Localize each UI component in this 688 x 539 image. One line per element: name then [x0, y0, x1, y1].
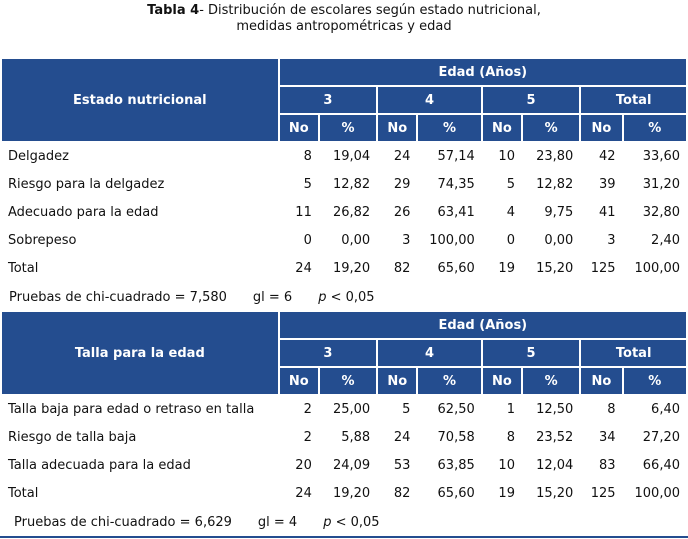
cell: 24: [295, 260, 312, 276]
cell: 0,00: [544, 232, 574, 248]
table-row: [2, 227, 686, 253]
cell: 82: [393, 260, 411, 276]
cell: 33,60: [642, 148, 680, 164]
cell: 100,00: [429, 232, 475, 248]
cell: 9,75: [544, 204, 574, 220]
bottom-rule: [0, 536, 688, 538]
cell: 19: [498, 260, 515, 276]
cell: 10: [498, 457, 515, 473]
row-label: Total: [8, 485, 39, 501]
cell: 34: [598, 429, 616, 445]
cell: 8: [506, 429, 515, 445]
cell: 23,80: [536, 148, 574, 164]
row-label: Talla adecuada para la edad: [8, 457, 191, 473]
sub-header-no: No: [581, 368, 621, 394]
sub-header-no: No: [483, 115, 521, 141]
row-label: Delgadez: [8, 148, 69, 164]
cell: 0: [303, 232, 312, 248]
cell: 83: [598, 457, 616, 473]
cell: 8: [607, 401, 616, 417]
cell: 19,20: [332, 260, 371, 276]
p-symbol: p: [323, 515, 332, 530]
cell: 23,52: [536, 429, 574, 445]
cell: 125: [590, 485, 616, 501]
cell: 74,35: [437, 176, 475, 192]
cell: 25,00: [332, 401, 371, 417]
table-height-for-age: [0, 310, 688, 508]
row-label: Riesgo para la delgadez: [8, 176, 165, 192]
table-row: [2, 199, 686, 225]
cell: 3: [607, 232, 616, 248]
row-label: Sobrepeso: [8, 232, 77, 248]
cell: 10: [498, 148, 515, 164]
cell: 5,88: [341, 429, 371, 445]
cell: 24,09: [332, 457, 371, 473]
chi-square-note-1: [9, 290, 375, 305]
table-row-total: [2, 255, 686, 281]
cell: 26: [393, 204, 411, 220]
cell: 19,04: [332, 148, 371, 164]
cell: 5: [402, 401, 411, 417]
cell: 12,82: [332, 176, 371, 192]
cell: 19,20: [332, 485, 371, 501]
cell: 63,85: [437, 457, 475, 473]
cell: 2: [303, 401, 312, 417]
cell: 100,00: [634, 260, 680, 276]
table-row: [2, 171, 686, 197]
cell: 82: [393, 485, 411, 501]
sub-header-pct: %: [523, 115, 579, 141]
degrees-of-freedom: gl = 6: [252, 290, 293, 305]
sub-header-pct: %: [418, 115, 480, 141]
age-group-4: 4: [378, 340, 481, 366]
cell: 5: [303, 176, 312, 192]
age-group-3: 3: [280, 87, 377, 113]
age-group-5: 5: [483, 87, 580, 113]
sub-header-no: No: [378, 115, 416, 141]
cell: 100,00: [634, 485, 680, 501]
cell: 65,60: [437, 260, 475, 276]
chi-square-note-2: [14, 515, 380, 530]
table-nutritional-status: [0, 57, 688, 283]
sub-header-no: No: [280, 368, 318, 394]
cell: 15,20: [536, 260, 574, 276]
table-row-total: [2, 480, 686, 506]
age-group-5: 5: [483, 340, 580, 366]
sub-header-no: No: [483, 368, 521, 394]
sub-header-no: No: [280, 115, 318, 141]
chi-square-value: Pruebas de chi-cuadrado = 7,580: [9, 290, 227, 305]
cell: 5: [506, 176, 515, 192]
cell: 2,40: [651, 232, 680, 248]
cell: 4: [506, 204, 515, 220]
cell: 27,20: [642, 429, 680, 445]
cell: 2: [303, 429, 312, 445]
age-group-total: Total: [581, 87, 686, 113]
cell: 42: [598, 148, 616, 164]
table-row: [2, 143, 686, 169]
cell: 26,82: [332, 204, 371, 220]
row-label: Adecuado para la edad: [8, 204, 159, 220]
chi-square-value: Pruebas de chi-cuadrado = 6,629: [14, 515, 232, 530]
cell: 125: [590, 260, 616, 276]
cell: 24: [393, 148, 411, 164]
sub-header-pct: %: [523, 368, 579, 394]
age-group-total: Total: [581, 340, 686, 366]
p-value: < 0,05: [326, 290, 375, 305]
cell: 12,04: [536, 457, 574, 473]
sub-header-pct: %: [624, 115, 686, 141]
cell: 53: [393, 457, 411, 473]
cell: 11: [295, 204, 312, 220]
caption-line-2: medidas antropométricas y edad: [236, 19, 452, 34]
caption-line-1: [0, 3, 688, 19]
cell: 70,58: [437, 429, 475, 445]
age-header: Edad (Años): [280, 59, 686, 85]
table2-title: Talla para la edad: [2, 312, 278, 394]
cell: 6,40: [651, 401, 680, 417]
sub-header-pct: %: [320, 368, 376, 394]
sub-header-no: No: [378, 368, 416, 394]
age-group-3: 3: [280, 340, 377, 366]
p-value: < 0,05: [331, 515, 380, 530]
row-label: Total: [8, 260, 39, 276]
row-label: Riesgo de talla baja: [8, 429, 137, 445]
sub-header-pct: %: [624, 368, 686, 394]
p-symbol: p: [318, 290, 327, 305]
age-group-4: 4: [378, 87, 481, 113]
sub-header-pct: %: [320, 115, 376, 141]
cell: 20: [295, 457, 312, 473]
cell: 24: [393, 429, 411, 445]
cell: 57,14: [437, 148, 475, 164]
cell: 0,00: [341, 232, 371, 248]
caption-text-1: - Distribución de escolares según estado nutricional,: [199, 3, 541, 18]
degrees-of-freedom: gl = 4: [257, 515, 298, 530]
row-label: Talla baja para edad o retraso en talla: [8, 401, 255, 417]
cell: 24: [295, 485, 312, 501]
table-caption: [0, 3, 688, 35]
sub-header-no: No: [581, 115, 621, 141]
caption-label: Tabla 4: [147, 3, 200, 18]
cell: 41: [598, 204, 616, 220]
cell: 39: [598, 176, 616, 192]
cell: 15,20: [536, 485, 574, 501]
cell: 12,50: [536, 401, 574, 417]
age-header: Edad (Años): [280, 312, 686, 338]
cell: 62,50: [437, 401, 475, 417]
table1-title: Estado nutricional: [2, 59, 278, 141]
cell: 31,20: [642, 176, 680, 192]
table-row: [2, 396, 686, 422]
cell: 8: [303, 148, 312, 164]
cell: 66,40: [642, 457, 680, 473]
cell: 0: [506, 232, 515, 248]
cell: 1: [506, 401, 515, 417]
cell: 19: [498, 485, 515, 501]
cell: 63,41: [437, 204, 475, 220]
sub-header-pct: %: [418, 368, 480, 394]
table-row: [2, 452, 686, 478]
cell: 12,82: [536, 176, 574, 192]
cell: 29: [393, 176, 411, 192]
cell: 32,80: [642, 204, 680, 220]
cell: 3: [402, 232, 411, 248]
table-row: [2, 424, 686, 450]
cell: 65,60: [437, 485, 475, 501]
